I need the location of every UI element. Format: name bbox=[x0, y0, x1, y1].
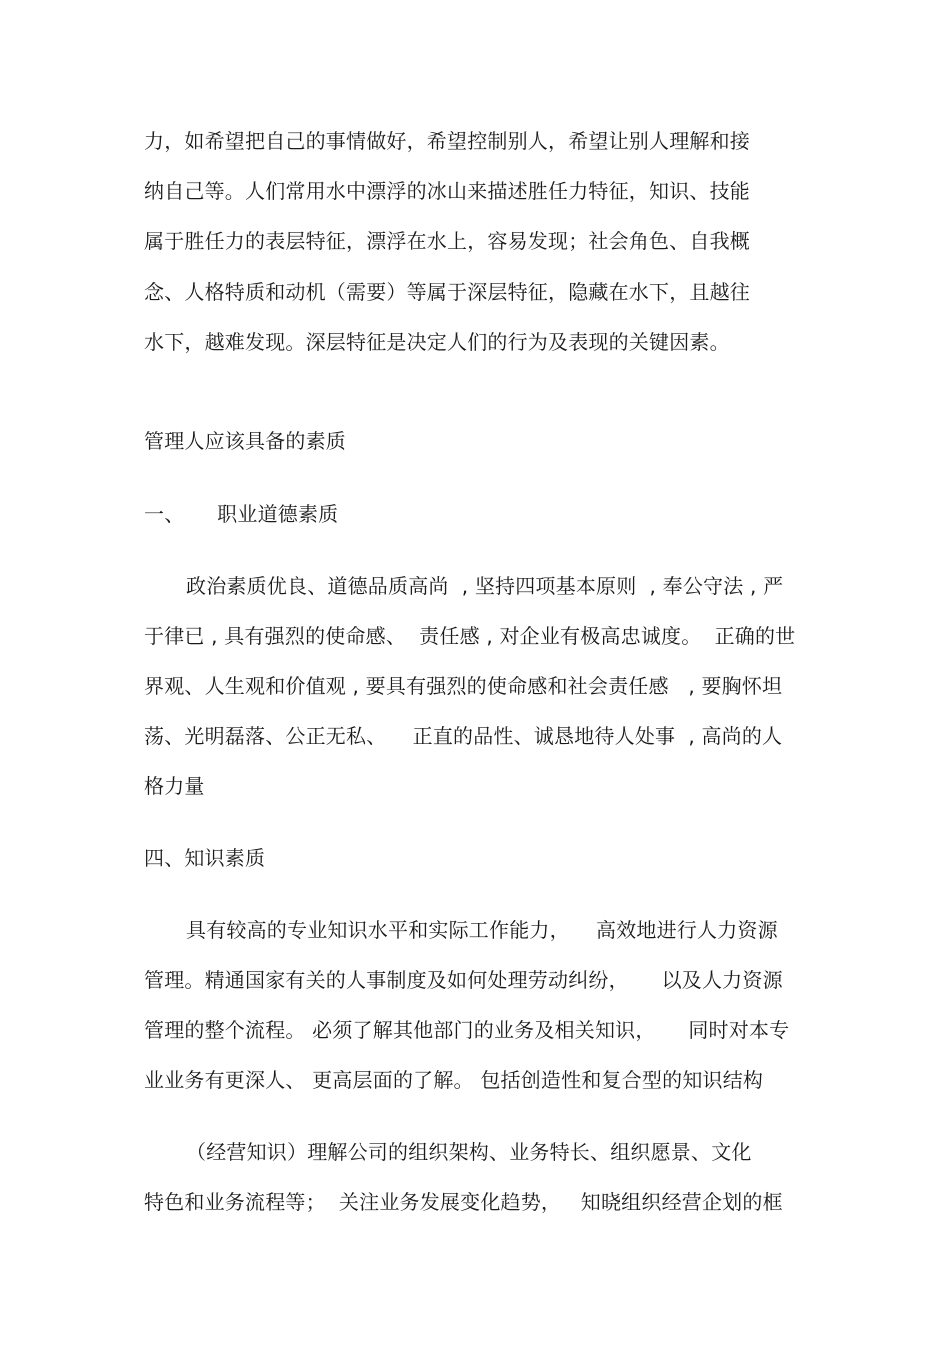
paragraph-line: 业业务有更深人、 更高层面的了解。 包括创造性和复合型的知识结构 bbox=[144, 1068, 764, 1092]
paragraph-line: 管理。精通国家有关的人事制度及如何处理劳动纠纷， 以及人力资源 bbox=[144, 968, 783, 992]
section-heading-ethics: 一、 职业道德素质 bbox=[144, 502, 339, 526]
paragraph-line: 属于胜任力的表层特征，漂浮在水上，容易发现；社会角色、自我概 bbox=[144, 229, 750, 253]
paragraph-line: （经营知识）理解公司的组织架构、业务特长、组织愿景、文化 bbox=[186, 1140, 752, 1164]
paragraph-line: 水下，越难发现。深层特征是决定人们的行为及表现的关键因素。 bbox=[144, 330, 730, 354]
paragraph-line: 管理的整个流程。 必须了解其他部门的业务及相关知识， 同时对本专 bbox=[144, 1018, 790, 1042]
paragraph-line: 格力量 bbox=[144, 774, 205, 798]
paragraph-line: 特色和业务流程等； 关注业务发展变化趋势， 知晓组织经营企划的框 bbox=[144, 1190, 783, 1214]
paragraph-line: 于律已 , 具有强烈的使命感、 责任感 , 对企业有极高忠诚度。 正确的世 bbox=[144, 624, 796, 648]
paragraph-line: 荡、光明磊落、公正无私、 正直的品性、诚恳地待人处事 , 高尚的人 bbox=[144, 724, 783, 748]
paragraph-line: 念、人格特质和动机（需要）等属于深层特征，隐藏在水下，且越往 bbox=[144, 280, 750, 304]
paragraph-line: 具有较高的专业知识水平和实际工作能力， 高效地进行人力资源 bbox=[186, 918, 778, 942]
paragraph-line: 纳自己等。人们常用水中漂浮的冰山来描述胜任力特征，知识、技能 bbox=[144, 179, 750, 203]
paragraph-line: 界观、人生观和价值观 , 要具有强烈的使命感和社会责任感 , 要胸怀坦 bbox=[144, 674, 783, 698]
section-heading-main: 管理人应该具备的素质 bbox=[144, 429, 346, 453]
paragraph-line: 力，如希望把自己的事情做好，希望控制别人，希望让别人理解和接 bbox=[144, 129, 750, 153]
paragraph-line: 政治素质优良、道德品质高尚 , 坚持四项基本原则 , 奉公守法 , 严 bbox=[186, 574, 784, 598]
section-heading-knowledge: 四、知识素质 bbox=[144, 846, 266, 870]
